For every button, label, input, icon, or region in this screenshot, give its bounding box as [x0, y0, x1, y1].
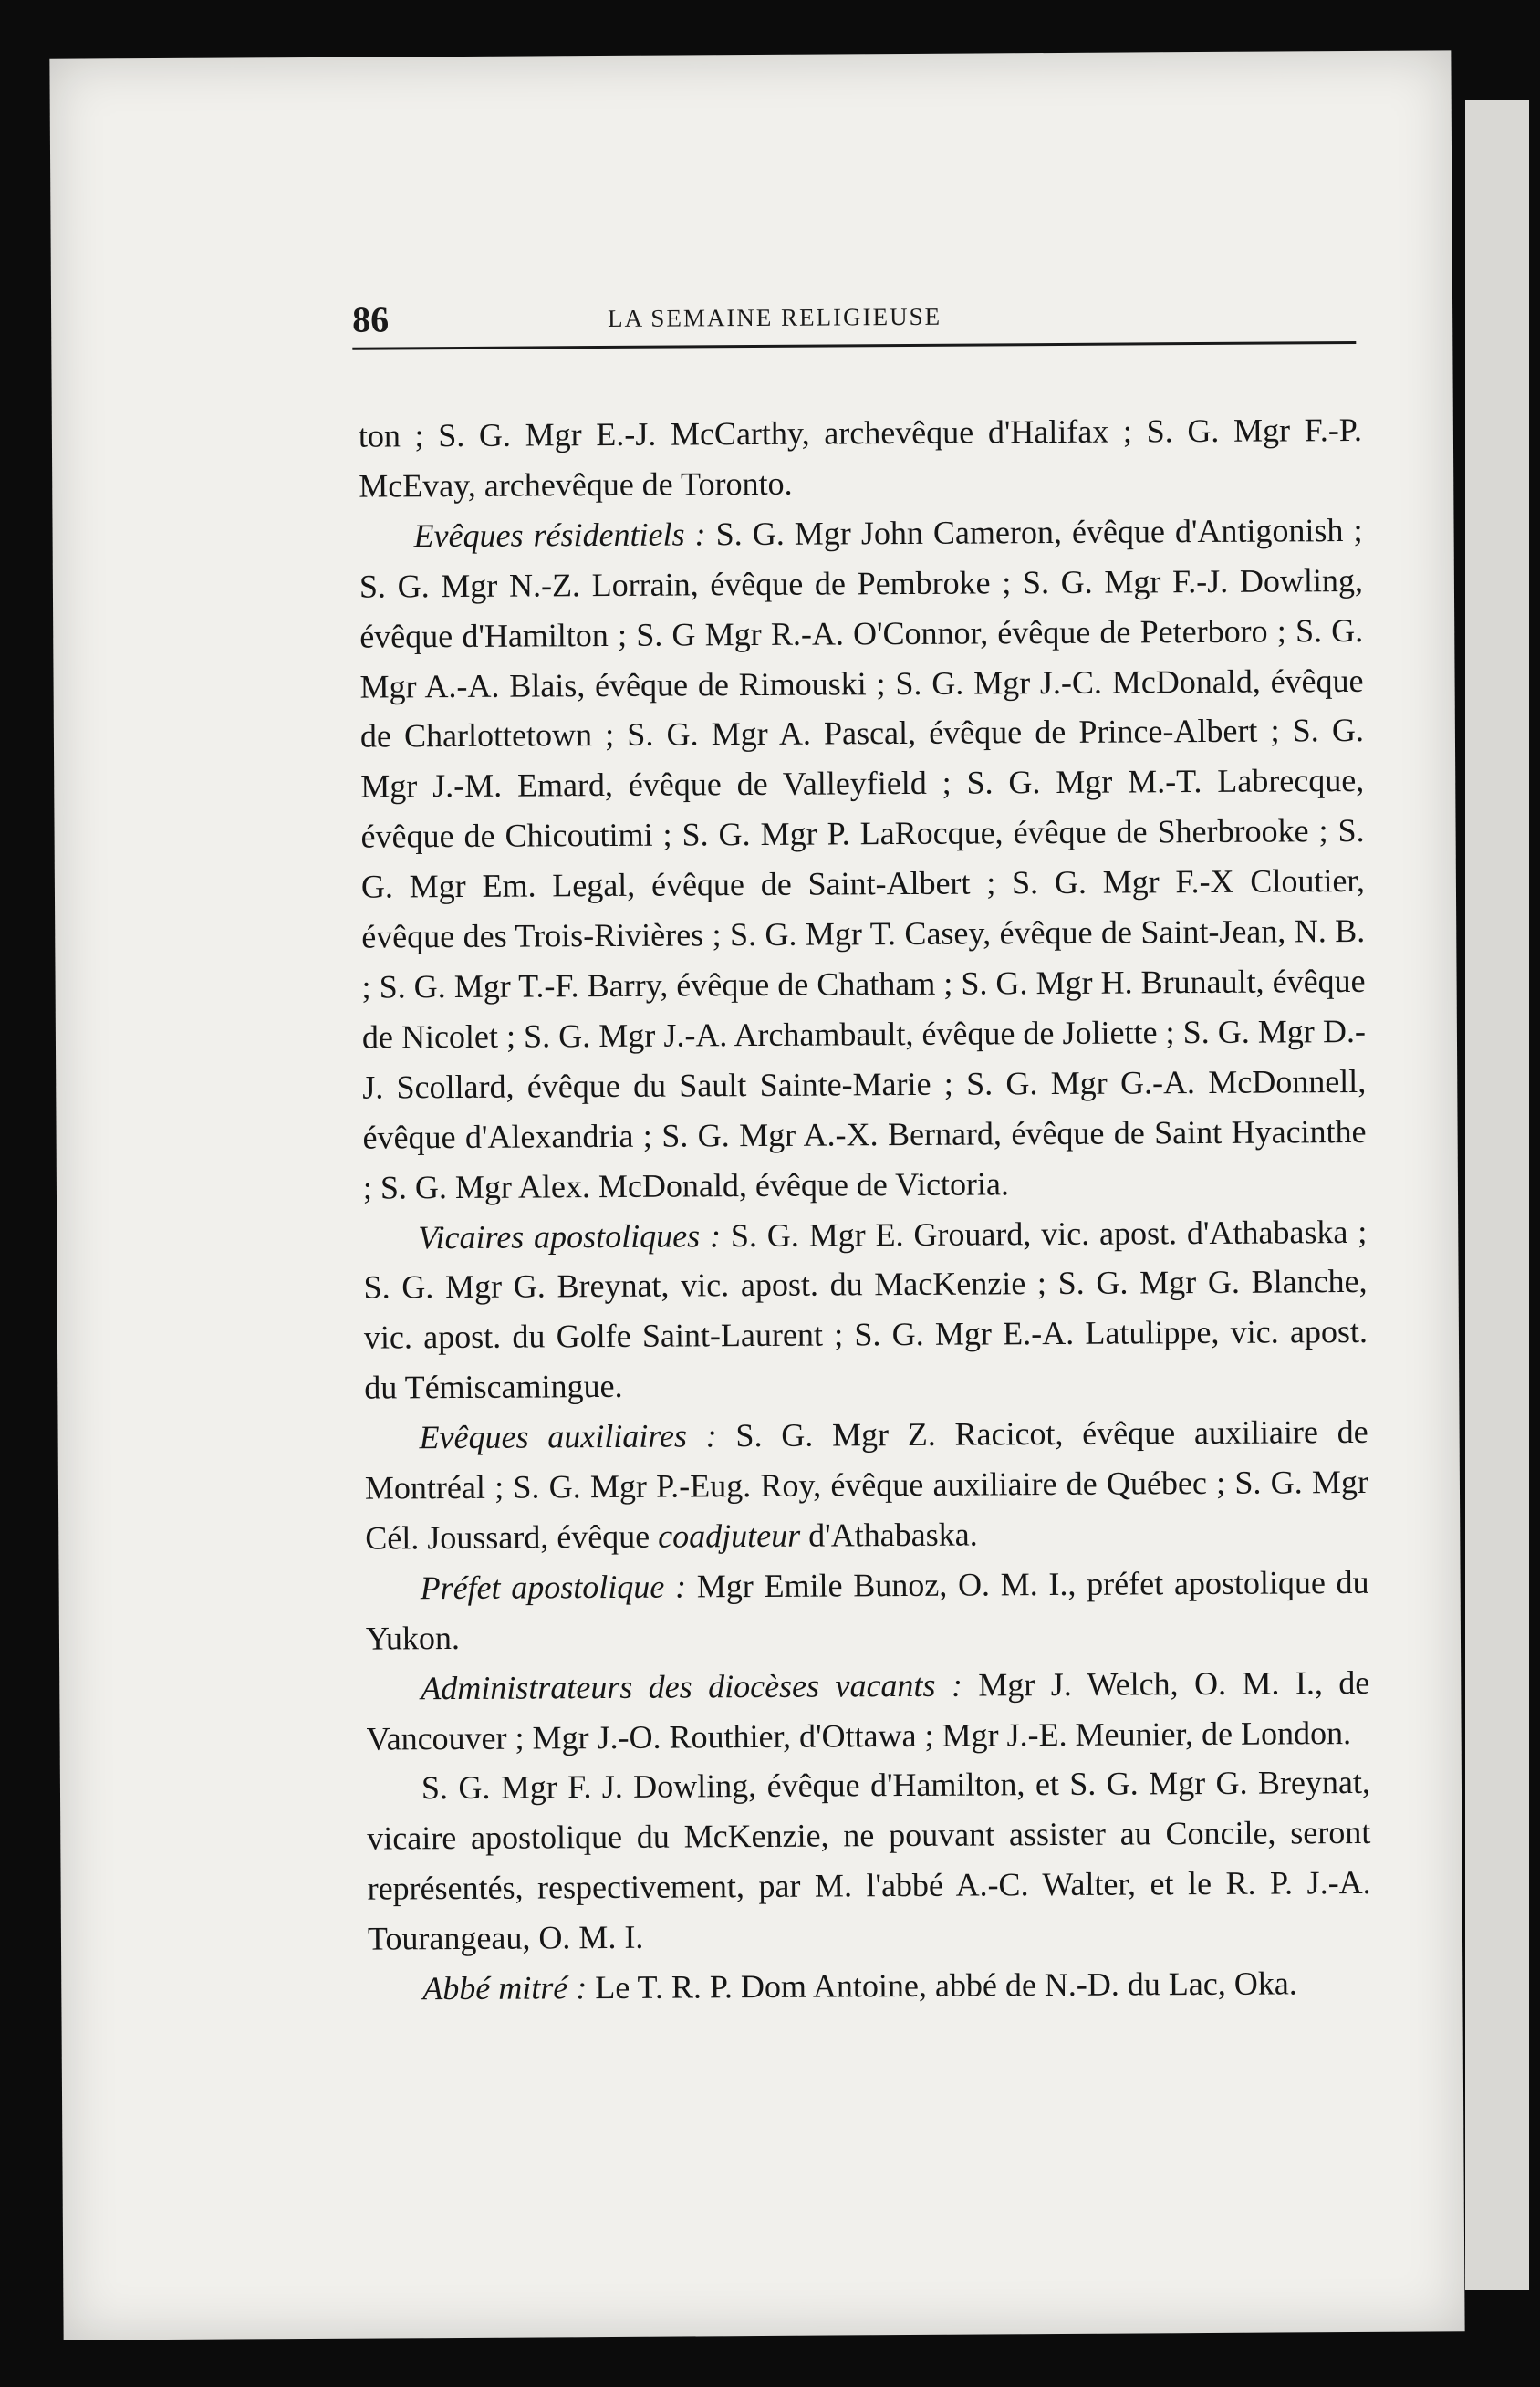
adjacent-page-edge — [1465, 100, 1529, 2290]
paragraph-text: Mgr J. Welch, O. M. I., de Vancouver ; Mgr J.-O. Routhier, d'Ottawa ; Mgr J.-E. Meunier, de London. — [366, 1663, 1370, 1757]
paragraph-text: Le T. R. P. Dom Antoine, abbé de N.-D. du Lac, Oka. — [595, 1965, 1297, 2007]
section-label: Abbé mitré : — [422, 1969, 588, 2007]
paragraph-text: S. G. Mgr E. Grouard, vic. apost. d'Athabaska ; S. G. Mgr G. Breynat, vic. apost. du MacKenzie ; S. G. Mgr G. Blanche, vic. apost. du Golfe Saint-Laurent ; S. G. Mgr E.-A. Latulippe, vic. apost. du Témiscamingue. — [363, 1213, 1368, 1406]
paragraph-text: S. G. Mgr F. J. Dowling, évêque d'Hamilton, et S. G. Mgr G. Breynat, vicaire apostolique du McKenzie, ne pouvant assister au Concile, seront représentés, respectivement, par M. l'abbé A.-C. Walter, et le R. P. J.-A. Tourangeau, O. M. I. — [367, 1764, 1371, 1957]
page-number: 86 — [351, 298, 390, 340]
italic-word: coadjuteur — [658, 1517, 801, 1555]
paragraph-text: S. G. Mgr John Cameron, évêque d'Antigonish ; S. G. Mgr N.-Z. Lorrain, évêque de Pembroke ; S. G. Mgr F.-J. Dowling, évêque d'Hamilton ; S. G Mgr R.-A. O'Connor, évêque de Peterboro ; S. G. Mgr A.-A. Blais, évêque de Rimouski ; S. G. Mgr J.-C. McDonald, évêque de Charlottetown ; S. G. Mgr A. Pascal, évêque de Prince-Albert ; S. G. Mgr J.-M. Emard, évêque de Valleyfield ; S. G. Mgr M.-T. Labrecque, évêque de Chicoutimi ; S. G. Mgr P. LaRocque, évêque de Sherbrooke ; S. G. Mgr Em. Legal, évêque de Saint-Albert ; S. G. Mgr F.-X Cloutier, évêque des Trois-Rivières ; S. G. Mgr T. Casey, évêque de Saint-Jean, N. B. ; S. G. Mgr T.-F. Barry, évêque de Chatham ; S. G. Mgr H. Brunault, évêque de Nicolet ; S. G. Mgr J.-A. Archambault, évêque de Joliette ; S. G. Mgr D.-J. Scollard, évêque du Sault Sainte-Marie ; S. G. Mgr G.-A. McDonnell, évêque d'Alexandria ; S. G. Mgr A.-X. Bernard, évêque de Saint Hyacinthe ; S. G. Mgr Alex. McDonald, évêque de Victoria. — [359, 511, 1367, 1206]
page-header — [352, 287, 1356, 350]
section-label: Préfet apostolique : — [420, 1568, 687, 1607]
paragraph-text: ton ; S. G. Mgr E.-J. McCarthy, archevêque d'Halifax ; S. G. Mgr F.-P. McEvay, archevêque de Toronto. — [358, 411, 1363, 505]
paragraph-eveques-auxiliaires — [364, 1407, 1368, 1563]
running-title: LA SEMAINE RELIGIEUSE — [608, 302, 942, 332]
paragraph-representation — [367, 1757, 1371, 1964]
paragraph-text: Mgr Emile Bunoz, O. M. I., préfet apostolique du Yukon. — [365, 1563, 1369, 1657]
paragraph-administrateurs — [366, 1658, 1370, 1765]
paragraph-text-end: d'Athabaska. — [808, 1516, 978, 1554]
body-text — [359, 405, 1372, 2015]
paragraph-vicaires-apostoliques — [363, 1206, 1368, 1412]
book-page — [49, 50, 1464, 2340]
paragraph-abbe-mitre — [368, 1958, 1371, 2015]
paragraph-text: S. G. Mgr Z. Racicot, évêque auxiliaire de Montréal ; S. G. Mgr P.-Eug. Roy, évêque auxiliaire de Québec ; S. G. Mgr Cél. Joussard, évêque — [364, 1413, 1369, 1557]
paragraph-prefet-apostolique — [365, 1558, 1369, 1664]
paragraph-continuation — [359, 405, 1363, 512]
section-label: Vicaires apostoliques : — [418, 1216, 722, 1256]
paragraph-eveques-residentiels — [359, 506, 1367, 1213]
section-label: Administrateurs des diocèses vacants : — [421, 1666, 963, 1706]
section-label: Evêques résidentiels : — [413, 516, 706, 555]
section-label: Evêques auxiliaires : — [419, 1417, 717, 1456]
